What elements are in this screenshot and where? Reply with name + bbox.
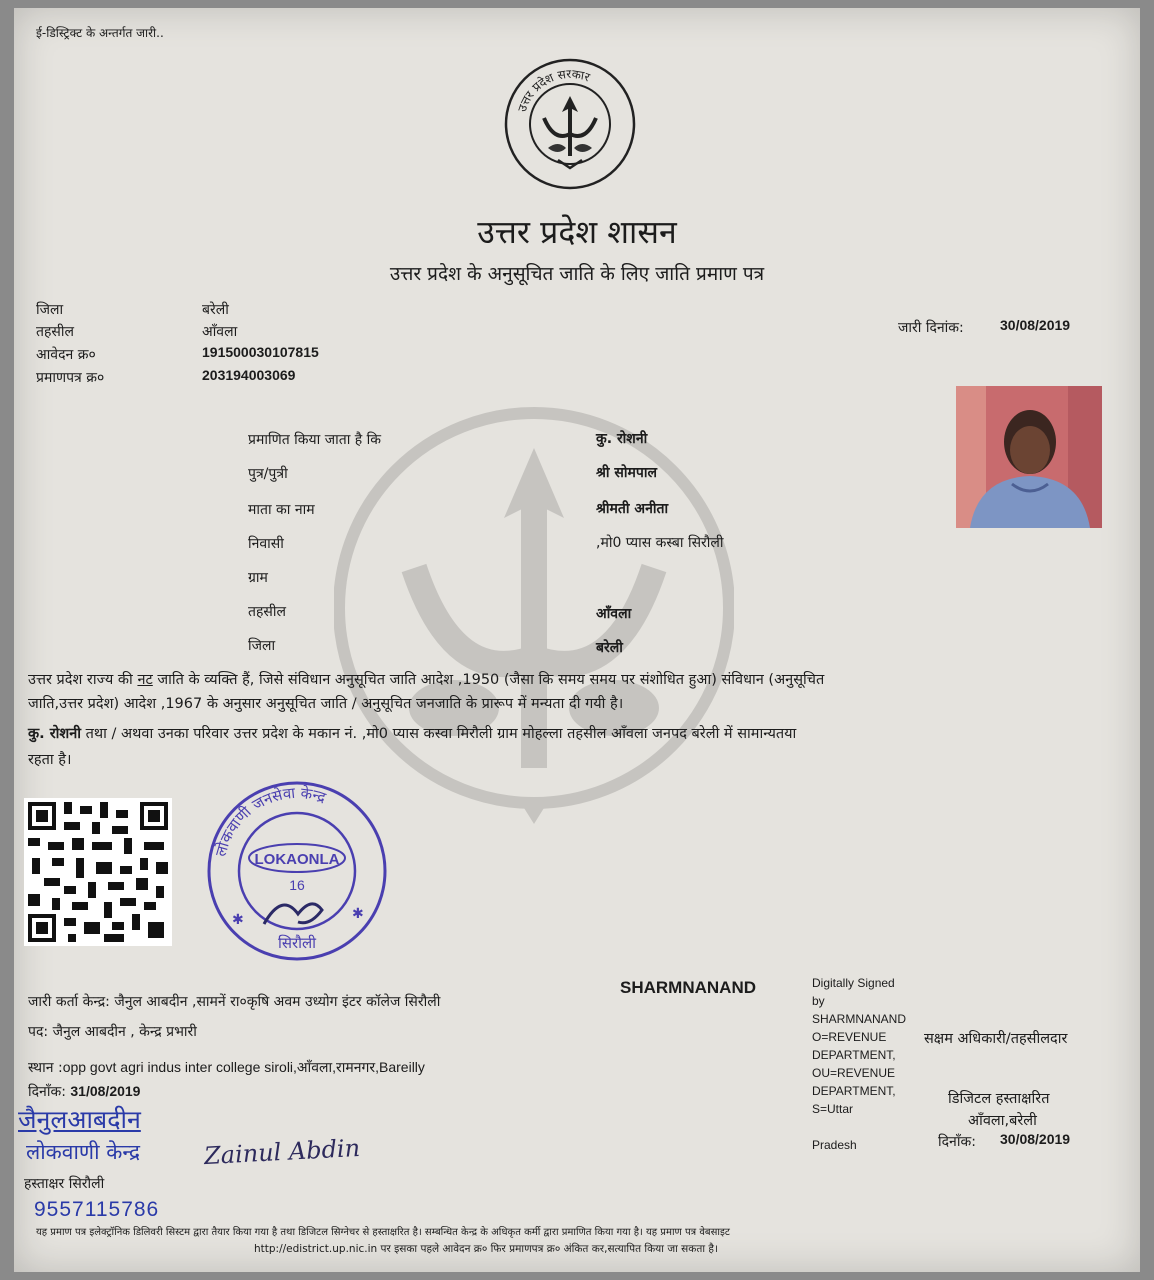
body-line-2: जाति,उत्तर प्रदेश) आदेश ,1967 के अनुसार अनुसूचित जाति / अनुसूचित जनजाति के प्रारूप में मन्यता दी गयी है। xyxy=(28,696,624,712)
sign-line-5: DEPARTMENT, xyxy=(812,1048,896,1062)
body-line-1-pre: उत्तर प्रदेश राज्य की xyxy=(28,672,138,688)
detail-value-mother: श्रीमती अनीता xyxy=(596,501,669,517)
stamp-center-text: LOKAONLA xyxy=(254,851,340,868)
sign-line-9 xyxy=(812,1118,906,1136)
caste-name: नट xyxy=(137,672,153,688)
detail-label-certified: प्रमाणित किया जाता है कि xyxy=(248,432,382,448)
sign-line-7: DEPARTMENT, xyxy=(812,1084,896,1098)
applicant-photo xyxy=(956,386,1102,528)
issuer-date xyxy=(28,1082,140,1101)
detail-value-district: बरेली xyxy=(596,640,623,656)
emblem-arc-text: उत्तर प्रदेश सरकार xyxy=(514,66,592,114)
watermark-emblem-icon xyxy=(334,368,734,848)
stamp-number: 16 xyxy=(289,877,305,893)
handwritten-signature: Zainul Abdin xyxy=(203,1133,361,1171)
issuer-place-label: स्थान : xyxy=(28,1060,63,1076)
issue-date-label: जारी दिनांक: xyxy=(898,320,964,336)
detail-label-resident: निवासी xyxy=(248,536,284,552)
stamp-arc-text: लोकवाणी जनसेवा केन्द्र xyxy=(211,783,329,859)
issuer-place-value: opp govt agri indus inter college siroli,आँवला,रामनगर,Bareilly xyxy=(62,1059,425,1075)
tehsil-value: आँवला xyxy=(202,324,238,340)
signer-name: SHARMNANAND xyxy=(620,978,756,997)
footer-note-1: यह प्रमाण पत्र इलेक्ट्रॉनिक डिलिवरी सिस्टम द्वारा तैयार किया गया है तथा डिजिटल सिग्नेचर से हस्ताक्षरित है। सम्बन्धित केन्द्र के अधिकृत कर्मी द्वारा प्रमाणित किया गया है। यह प्रमाण पत्र वेबसाइट xyxy=(36,1227,730,1238)
issuer-post xyxy=(28,1022,197,1041)
svg-text:उत्तर प्रदेश सरकार xyxy=(515,67,593,114)
body-line-3-post: तथा / अथवा उनका परिवार उत्तर प्रदेश के मकान नं. ,मो0 प्यास कस्वा मिरौली ग्राम मोहल्ला तहसील आँवला जनपद बरेली में सामान्यतया xyxy=(81,726,797,742)
top-note: ई-डिस्ट्रिक्ट के अन्तर्गत जारी.. xyxy=(36,26,164,40)
qr-code-icon xyxy=(24,798,172,946)
detail-label-mother: माता का नाम xyxy=(248,502,315,518)
sign-line-8: S=Uttar xyxy=(812,1102,854,1116)
sign-line-4: O=REVENUE xyxy=(812,1030,887,1044)
issue-date-value: 30/08/2019 xyxy=(1000,317,1071,333)
sign-line-2: by xyxy=(812,994,825,1008)
issuer-date-value: 31/08/2019 xyxy=(70,1083,141,1099)
sign-line-1: Digitally Signed xyxy=(812,976,895,990)
digital-sign-details xyxy=(812,974,906,1154)
issuer-post-label: पद: xyxy=(28,1024,49,1040)
sign-line-6: OU=REVENUE xyxy=(812,1066,896,1080)
centre-sign-label: हस्ताक्षर सिरौली xyxy=(24,1176,105,1192)
sign-line-3: SHARMNANAND xyxy=(812,1012,907,1026)
stamp-bottom-text: सिरौली xyxy=(277,934,317,952)
issuing-centre-value: जैनुल आबदीन ,सामनें रा०कृषि अवम उध्योग इंटर कॉलेज सिरौली xyxy=(114,994,441,1010)
centre-stamp-name: जैनुलआबदीन xyxy=(18,1105,141,1134)
detail-label-child-of: पुत्र/पुत्री xyxy=(248,466,288,482)
svg-text:✱: ✱ xyxy=(232,912,244,928)
issuing-centre-label: जारी कर्ता केन्द्र: xyxy=(28,994,110,1010)
detail-label-district: जिला xyxy=(248,638,276,654)
issuing-centre xyxy=(28,992,440,1011)
detail-value-father: श्री सोमपाल xyxy=(596,465,657,481)
gov-title: उत्तर प्रदेश शासन xyxy=(477,213,677,251)
body-line-1-post: जाति के व्यक्ति हैं, जिसे संविधान अनुसूचित जाति आदेश ,1950 (जैसा कि समय समय पर संशोधित हुआ) संविधान (अनुसूचित xyxy=(152,672,825,688)
body-line-3 xyxy=(28,722,1118,746)
sign-date-value: 30/08/2019 xyxy=(1000,1131,1071,1147)
body-line-1 xyxy=(28,668,1118,692)
body-line-3-name: कु. रोशनी xyxy=(28,726,82,742)
footer-note-2: http://edistrict.up.nic.in पर इसका पहले आवेदन क्र० फिर प्रमाणपत्र क्र० अंकित कर,सत्यापित किया जा सकता है। xyxy=(254,1243,718,1255)
certificate-paper xyxy=(14,8,1140,1272)
detail-value-tehsil: आँवला xyxy=(596,606,632,622)
detail-value-name: कु. रोशनी xyxy=(596,431,648,447)
lokvani-stamp-icon xyxy=(202,776,392,966)
detail-label-tehsil: तहसील xyxy=(248,604,286,620)
district-label: जिला xyxy=(36,302,64,318)
application-label: आवेदन क्र० xyxy=(36,347,96,363)
district-value: बरेली xyxy=(202,302,229,318)
body-line-4: रहता है। xyxy=(28,752,72,768)
certificate-title: उत्तर प्रदेश के अनुसूचित जाति के लिए जाति प्रमाण पत्र xyxy=(389,263,765,285)
issuer-post-value: जैनुल आबदीन , केन्द्र प्रभारी xyxy=(52,1024,197,1040)
svg-text:✱: ✱ xyxy=(352,906,364,922)
digital-sig-label: डिजिटल हस्ताक्षरित xyxy=(948,1091,1050,1107)
officer-title: सक्षम अधिकारी/तहसीलदार xyxy=(924,1031,1068,1047)
centre-stamp-centre: लोकवाणी केन्द्र xyxy=(26,1140,140,1164)
centre-phone: 9557115786 xyxy=(34,1198,160,1221)
certificate-number: 203194003069 xyxy=(202,367,296,383)
sign-date-label: दिनाँक: xyxy=(938,1134,976,1150)
up-emblem-icon xyxy=(502,56,638,192)
application-number: 191500030107815 xyxy=(202,344,319,360)
sign-line-10: Pradesh xyxy=(812,1138,857,1152)
issuer-date-label: दिनाँक: xyxy=(28,1084,66,1100)
tehsil-label: तहसील xyxy=(36,324,74,340)
detail-value-resident: ,मो0 प्यास कस्बा सिरौली xyxy=(596,535,724,551)
person-photo-icon xyxy=(956,386,1102,528)
detail-label-village: ग्राम xyxy=(248,570,268,586)
issuer-place xyxy=(28,1058,425,1077)
office-name: आँवला,बरेली xyxy=(968,1113,1037,1129)
certificate-label: प्रमाणपत्र क्र० xyxy=(36,370,105,386)
